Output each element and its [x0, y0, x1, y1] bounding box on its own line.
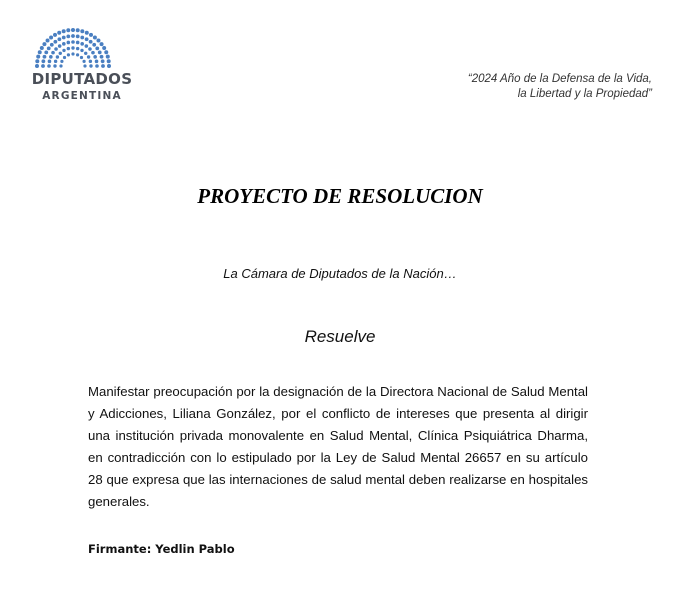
- hemicycle-dot: [95, 60, 99, 64]
- hemicycle-dot: [106, 55, 110, 59]
- hemicycle-dot: [67, 47, 70, 50]
- hemicycle-dot: [58, 44, 62, 48]
- hemicycle-dot: [71, 52, 74, 55]
- hemicycle-dot: [100, 42, 104, 46]
- hemicycle-dot: [66, 34, 70, 38]
- hemicycle-dot: [44, 50, 48, 54]
- hemicycle-dot: [48, 60, 52, 64]
- hemicycle-dot: [35, 59, 39, 63]
- hemicycle-dot: [54, 47, 58, 51]
- hemicycle-dot: [67, 53, 70, 56]
- hemicycle-dot: [63, 56, 66, 59]
- hemicycle-dot: [35, 64, 39, 68]
- hemicycle-dot: [89, 64, 92, 67]
- hemicycle-dot: [84, 52, 87, 55]
- hemicycle-dot: [85, 31, 89, 35]
- hemicycle-dot: [85, 37, 89, 41]
- hemicycle-dot: [41, 64, 45, 68]
- hemicycle-dot: [89, 60, 92, 63]
- hemicycle-dot: [80, 49, 83, 52]
- hemicycle-dot: [62, 42, 66, 46]
- hemicycle-dot: [71, 34, 75, 38]
- hemicycle-dot: [36, 55, 40, 59]
- hemicycle-dot: [89, 33, 93, 37]
- hemicycle-dot: [49, 35, 53, 39]
- hemicycle-dot: [62, 36, 66, 40]
- hemicycle-dot: [71, 40, 75, 44]
- motto-line-2: la Libertad y la Propiedad”: [517, 88, 652, 100]
- hemicycle-dot: [76, 34, 80, 38]
- hemicycle-dot: [98, 50, 102, 54]
- motto-line-1: “2024 Año de la Defensa de la Vida,: [467, 73, 652, 85]
- hemicycle-dot: [93, 55, 97, 59]
- hemicycle-dot: [93, 35, 97, 39]
- hemicycle-dot: [71, 46, 74, 49]
- hemicycle-dot: [53, 33, 57, 37]
- year-motto: [392, 72, 652, 102]
- hemicycle-dot: [43, 55, 47, 59]
- hemicycle-dot: [62, 29, 66, 33]
- hemicycle-dot: [80, 42, 84, 46]
- hemicycle-dot: [76, 47, 79, 50]
- document-title: PROYECTO DE RESOLUCION: [197, 184, 483, 208]
- hemicycle-dot: [80, 29, 84, 33]
- hemicycle-dot: [102, 46, 106, 50]
- hemicycle-icon: [34, 26, 112, 68]
- hemicycle-dot: [53, 40, 57, 44]
- hemicycle-dot: [50, 43, 54, 47]
- hemicycle-dot: [71, 28, 75, 32]
- hemicycle-dot: [107, 64, 111, 68]
- hemicycle-dot: [62, 49, 65, 52]
- hemicycle-dot: [76, 28, 80, 32]
- hemicycle-dot: [88, 47, 92, 51]
- hemicycle-dot: [59, 52, 62, 55]
- hemicycle-dot: [59, 64, 62, 67]
- logo-title: DIPUTADOS: [31, 70, 133, 88]
- hemicycle-dot: [54, 60, 57, 63]
- hemicycle-dot: [100, 55, 104, 59]
- hemicycle-dot: [76, 41, 80, 45]
- hemicycle-dot: [46, 39, 50, 43]
- hemicycle-dot: [87, 55, 90, 58]
- hemicycle-dot: [101, 64, 105, 68]
- hemicycle-dot: [56, 55, 59, 58]
- hemicycle-dot: [104, 50, 108, 54]
- hemicycle-dot: [85, 44, 89, 48]
- hemicycle-dot: [40, 46, 44, 50]
- hemicycle-dot: [82, 60, 85, 63]
- hemicycle-dot: [53, 64, 56, 67]
- hemicycle-dot: [107, 59, 111, 63]
- signer: Firmante: Yedlin Pablo: [88, 542, 235, 556]
- hemicycle-dot: [66, 28, 70, 32]
- hemicycle-dot: [47, 64, 51, 68]
- hemicycle-dot: [51, 51, 55, 55]
- resolves-heading: Resuelve: [304, 327, 376, 346]
- hemicycle-dot: [42, 42, 46, 46]
- hemicycle-dot: [95, 64, 99, 68]
- resolution-body: Manifestar preocupación por la designación de la Directora Nacional de Salud Mental y Adicciones, Liliana González, por el conflicto de intereses que presenta al dirigir una institución privada monovalente en Salud Mental, Clínica Psiquiátrica Dharma, en contradicción con lo estipulado por la Ley de Salud Mental 26657 en su artículo 28 que expresa que las internaciones de salud mental deben realizarse en hospitales generales.: [88, 384, 588, 509]
- hemicycle-dot: [49, 55, 53, 59]
- chamber-intro: La Cámara de Diputados de la Nación…: [223, 266, 457, 281]
- hemicycle-dot: [89, 40, 93, 44]
- hemicycle-dot: [57, 31, 61, 35]
- hemicycle-dot: [92, 43, 96, 47]
- diputados-logo: [18, 26, 133, 108]
- hemicycle-dot: [41, 59, 45, 63]
- hemicycle-dot: [80, 56, 83, 59]
- logo-subtitle: ARGENTINA: [42, 90, 122, 102]
- hemicycle-dot: [76, 53, 79, 56]
- hemicycle-dot: [60, 60, 63, 63]
- hemicycle-dot: [96, 39, 100, 43]
- hemicycle-dot: [47, 46, 51, 50]
- hemicycle-dot: [80, 36, 84, 40]
- hemicycle-dot: [91, 51, 95, 55]
- hemicycle-dot: [57, 37, 61, 41]
- hemicycle-dot: [95, 46, 99, 50]
- hemicycle-dot: [83, 64, 86, 67]
- hemicycle-dot: [67, 41, 71, 45]
- hemicycle-dot: [101, 59, 105, 63]
- hemicycle-dot: [38, 50, 42, 54]
